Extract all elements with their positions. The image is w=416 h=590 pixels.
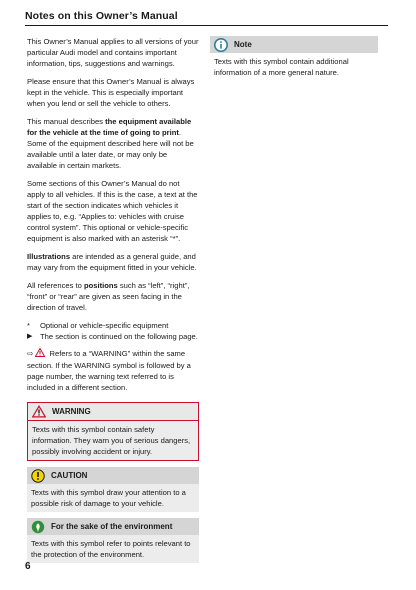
warning-box [27, 402, 199, 461]
environment-leaf-icon [31, 520, 45, 534]
illustrations-bold: Illustrations [27, 252, 71, 261]
caution-header [27, 467, 199, 484]
legend-item-asterisk [27, 320, 199, 331]
warning-title: WARNING [52, 407, 91, 416]
note-header [210, 36, 378, 53]
legend-text: The section is continued on the following page. [40, 332, 198, 341]
equipment-text-bold: the equipment available for the vehicle at the time of going to print [27, 117, 192, 137]
illustrations-text: are intended as a general guide, and may vary from the equipment fitted in your vehicle. [27, 252, 197, 272]
positions-pre: All references to [27, 281, 84, 290]
environment-title: For the sake of the environment [51, 522, 173, 531]
positions-paragraph [27, 280, 199, 313]
caution-title: CAUTION [51, 471, 88, 480]
asterisk-marker: * [27, 321, 30, 330]
warning-triangle-icon [32, 405, 46, 419]
page-header [25, 10, 388, 26]
symbol-legend [27, 320, 199, 342]
keep-manual-paragraph: Please ensure that this Owner’s Manual is always kept in the vehicle. This is especially important when you lend or sell the vehicle to others. [27, 77, 195, 108]
warning-text: Texts with this symbol contain safety information. They warn you of serious dangers, possibly involving accident or injury. [28, 421, 198, 460]
equipment-text-pre: This manual describes [27, 117, 106, 126]
legend-text: Optional or vehicle-specific equipment [40, 321, 169, 330]
info-icon [214, 38, 228, 52]
warning-triangle-icon [35, 348, 45, 360]
page-title: Notes on this Owner’s Manual [25, 10, 178, 22]
reference-text: Refers to a “WARNING” within the same section. If the WARNING symbol is followed by a page number, the warning text referred to is included in a different section. [27, 349, 191, 392]
page-number: 6 [25, 561, 31, 572]
positions-bold: positions [83, 281, 118, 290]
legend-item-continued [27, 331, 199, 342]
caution-exclamation-icon [31, 469, 45, 483]
intro-paragraph: This Owner’s Manual applies to all versions of your particular Audi model and contains important information, tips, suggestions and warnings. [27, 37, 199, 68]
right-column [210, 36, 378, 87]
continue-arrow-icon: ▶ [27, 333, 33, 340]
equipment-paragraph [27, 116, 199, 171]
environment-text: Texts with this symbol refer to points relevant to the protection of the environment. [27, 535, 199, 563]
environment-header [27, 518, 199, 535]
note-box [210, 36, 378, 81]
reference-arrow-icon: ⇨ [27, 349, 34, 358]
warning-reference-paragraph [27, 348, 199, 393]
positions-post: such as “left”, “right”, “front” or “rear” are given as seen facing in the direction of travel. [27, 281, 190, 312]
illustrations-paragraph [27, 251, 199, 273]
left-column [27, 36, 199, 569]
equipment-text-post: . Some of the equipment described here will not be available until a later date, or may only be available in certain markets. [27, 128, 194, 170]
note-text: Texts with this symbol contain additional information of a more general nature. [210, 53, 378, 81]
note-title: Note [234, 40, 252, 49]
warning-header [28, 403, 198, 421]
sections-paragraph: Some sections of this Owner’s Manual do not apply to all vehicles. If this is the case, a text at the start of the section indicates which vehicles it applies to, e.g. “Applies to: vehicles with cruise control system”. This optional or vehicle-specific equipment is also marked with an asterisk “*”. [27, 179, 198, 243]
environment-box [27, 518, 199, 563]
caution-box [27, 467, 199, 512]
caution-text: Texts with this symbol draw your attention to a possible risk of damage to your vehicle. [27, 484, 199, 512]
